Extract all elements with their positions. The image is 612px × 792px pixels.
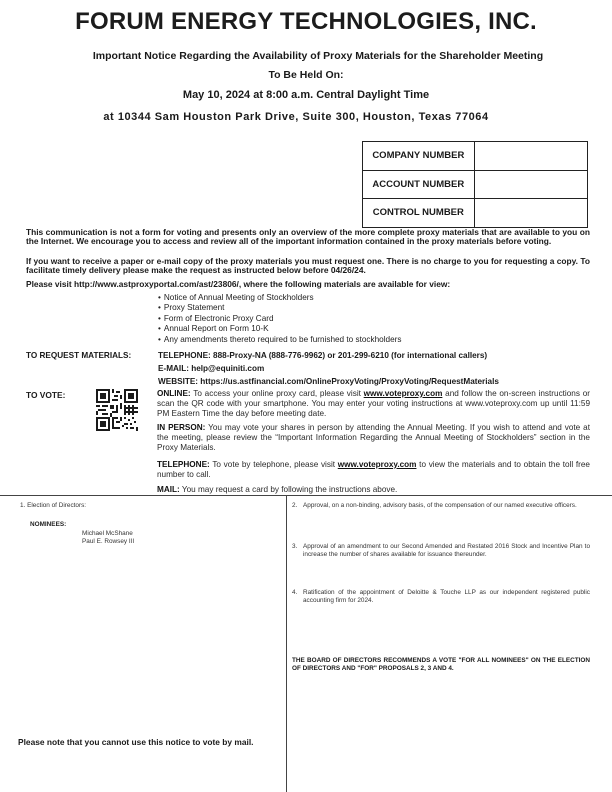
proposal-1-election: 1. Election of Directors: <box>20 502 87 509</box>
intro-paragraph-overview: This communication is not a form for voting and presents only an overview of the more complete proxy materials that are available to you on the Internet. We encourage you to access and review all of the important information contained in the proxy materials before voting. <box>26 227 590 246</box>
intro-paragraph-request-copy: If you want to receive a paper or e-mail copy of the proxy materials you must request one. There is no charge to you for requesting a copy. To facilitate timely delivery please make the request as instructed below before 04/26/24. <box>26 256 590 275</box>
vote-telephone-instructions <box>157 460 590 480</box>
proposal-text: Ratification of the appointment of Deloitte & Touche LLP as our independent registered public accounting firm for 2024. <box>303 589 590 605</box>
proposal-text: Approval, on a non-binding, advisory basis, of the compensation of our named executive officers. <box>303 502 577 509</box>
proposal-4 <box>292 589 590 605</box>
vote-mail-heading: MAIL: <box>157 485 180 494</box>
list-item: • Proxy Statement <box>158 303 401 313</box>
proposal-text: Approval of an amendment to our Second Amended and Restated 2016 Stock and Incentive Plan to increase the number of shares available for issuance thereunder. <box>303 543 590 559</box>
vote-telephone-heading: TELEPHONE: <box>157 460 210 469</box>
held-on-label: To Be Held On: <box>268 69 344 81</box>
vote-online-instructions <box>157 389 590 420</box>
nominees-list <box>82 530 134 546</box>
proposal-number: 3. <box>292 543 298 550</box>
vote-telephone-text-cont: to view the materials and to obtain the toll free number to call. <box>157 460 590 480</box>
proposal-number: 4. <box>292 589 298 596</box>
table-row <box>363 142 588 171</box>
section-divider-horizontal <box>0 495 612 496</box>
voteproxy-link[interactable]: www.voteproxy.com <box>363 389 443 398</box>
nominee-name: Paul E. Rowsey III <box>82 538 135 546</box>
section-divider-vertical <box>286 495 287 792</box>
nominees-label: NOMINEES: <box>30 521 67 528</box>
vote-online-text: To access your online proxy card, please visit <box>190 389 364 398</box>
account-number-label: ACCOUNT NUMBER <box>363 170 475 199</box>
vote-mail-instructions <box>157 485 590 495</box>
list-item: • Annual Report on Form 10-K <box>158 324 401 334</box>
company-number-value <box>474 142 587 171</box>
board-recommendation: THE BOARD OF DIRECTORS RECOMMENDS A VOTE "FOR ALL NOMINEES" ON THE ELECTION OF DIRECTORS AND "FOR" PROPOSALS 2, 3 AND 4. <box>292 657 590 673</box>
control-number-value <box>474 199 587 228</box>
request-telephone: TELEPHONE: 888-Proxy-NA (888-776-9962) or 201-299-6210 (for international callers) <box>158 351 488 360</box>
nominee-name: Michael McShane <box>82 530 133 537</box>
intro-paragraph-visit-portal: Please visit http://www.astproxyportal.com/ast/23806/, where the following materials are available for view: <box>26 279 451 289</box>
control-number-label: CONTROL NUMBER <box>363 199 475 228</box>
qr-code-icon[interactable] <box>96 389 138 431</box>
table-row <box>363 199 588 228</box>
list-item: • Any amendments thereto required to be furnished to stockholders <box>158 335 401 345</box>
to-vote-label: TO VOTE: <box>26 390 66 400</box>
mail-voting-note: Please note that you cannot use this notice to vote by mail. <box>18 737 254 747</box>
materials-list <box>158 293 401 345</box>
request-materials-label: TO REQUEST MATERIALS: <box>26 351 132 360</box>
vote-mail-text: You may request a card by following the instructions above. <box>179 485 398 494</box>
vote-in-person-text: You may vote your shares in person by attending the Annual Meeting. If you wish to attend and vote at the meeting, please review the “Important Information Regarding the Annual Meeting of Stockholders” section in the Proxy Materials. <box>157 423 590 453</box>
proposal-3 <box>292 543 590 559</box>
list-item: • Notice of Annual Meeting of Stockholders <box>158 293 401 303</box>
table-row <box>363 170 588 199</box>
proposal-2 <box>292 502 590 510</box>
notice-heading: Important Notice Regarding the Availability of Proxy Materials for the Shareholder Meeting <box>92 50 544 62</box>
vote-in-person-instructions <box>157 423 590 454</box>
vote-online-heading: ONLINE: <box>157 389 191 398</box>
list-item: • Form of Electronic Proxy Card <box>158 314 401 324</box>
account-number-value <box>474 170 587 199</box>
vote-online-text-cont: and follow the on-screen instructions or scan the QR code with your smartphone. You may enter your voting instructions at www.voteproxy.com up until 11:59 PM Eastern Time the day before meeting date. <box>157 389 590 419</box>
request-email: E-MAIL: help@equiniti.com <box>158 364 265 373</box>
proposal-number: 2. <box>292 502 298 509</box>
meeting-date-time: May 10, 2024 at 8:00 a.m. Central Daylight Time <box>182 89 430 101</box>
account-numbers-table <box>362 141 588 228</box>
vote-telephone-text: To vote by telephone, please visit <box>209 460 338 469</box>
meeting-location: at 10344 Sam Houston Park Drive, Suite 300, Houston, Texas 77064 <box>103 111 489 123</box>
company-title: FORUM ENERGY TECHNOLOGIES, INC. <box>75 8 537 35</box>
request-website: WEBSITE: https://us.astfinancial.com/OnlineProxyVoting/ProxyVoting/RequestMaterials <box>158 377 499 386</box>
company-number-label: COMPANY NUMBER <box>363 142 475 171</box>
vote-in-person-heading: IN PERSON: <box>157 423 206 432</box>
voteproxy-link[interactable]: www.voteproxy.com <box>337 460 417 469</box>
